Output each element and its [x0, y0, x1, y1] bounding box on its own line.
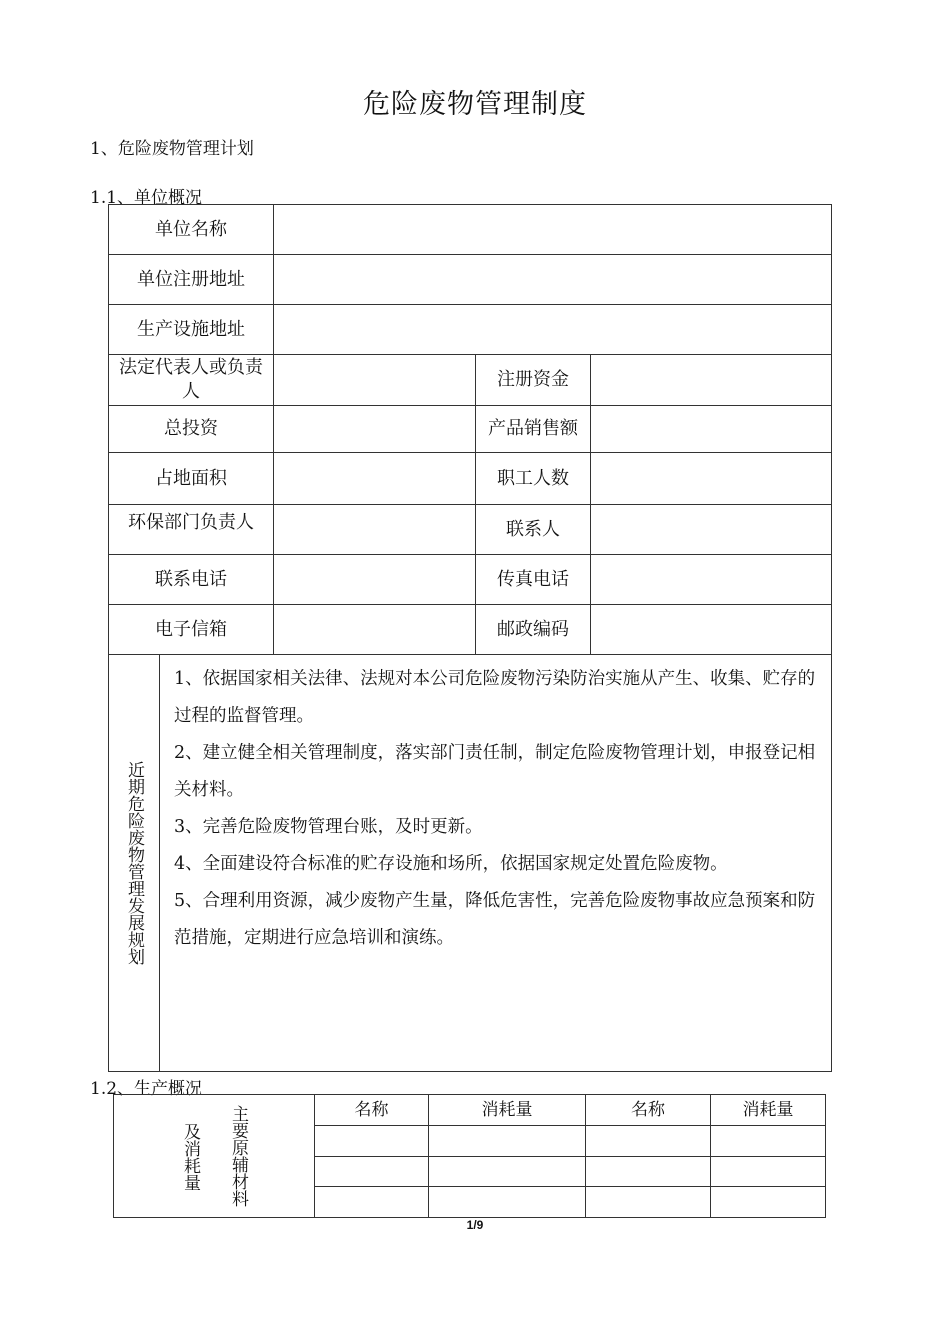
value-phone[interactable]: [274, 555, 476, 605]
label-land-area: 占地面积: [109, 453, 274, 505]
label-unit-name: 单位名称: [109, 205, 274, 255]
table-cell[interactable]: [586, 1187, 711, 1218]
value-land-area[interactable]: [274, 453, 476, 505]
header-name-2: 名称: [586, 1095, 711, 1126]
materials-label-cell: [114, 1095, 315, 1218]
table-cell[interactable]: [315, 1157, 429, 1187]
label-reg-address: 单位注册地址: [109, 255, 274, 305]
section-heading-plan: 1、危险废物管理计划: [90, 139, 254, 159]
plan-item: 5、合理利用资源，减少废物产生量，降低危害性，完善危险废物事故应急预案和防范措施，定期进行应急培训和演练。: [174, 891, 816, 948]
section-heading-production: 1.2、生产概况: [90, 1079, 203, 1099]
table-cell[interactable]: [586, 1126, 711, 1157]
plan-content: [160, 655, 832, 1072]
header-consumption-2: 消耗量: [711, 1095, 826, 1126]
value-env-head[interactable]: [274, 505, 476, 555]
label-employees: 职工人数: [476, 453, 591, 505]
label-legal-rep: 法定代表人或负责人: [109, 355, 274, 406]
plan-item: 4、全面建设符合标准的贮存设施和场所，依据国家规定处置危险废物。: [174, 854, 728, 874]
plan-item: 2、建立健全相关管理制度，落实部门责任制，制定危险废物管理计划，申报登记相关材料。: [174, 743, 816, 800]
page-title: 危险废物管理制度: [363, 89, 587, 120]
value-reg-address[interactable]: [274, 255, 832, 305]
value-email[interactable]: [274, 605, 476, 655]
value-unit-name[interactable]: [274, 205, 832, 255]
header-consumption-1: 消耗量: [429, 1095, 586, 1126]
table-cell[interactable]: [315, 1187, 429, 1218]
label-email: 电子信箱: [109, 605, 274, 655]
label-phone: 联系电话: [109, 555, 274, 605]
plan-item: 3、完善危险废物管理台账，及时更新。: [174, 817, 483, 837]
label-facility-address: 生产设施地址: [109, 305, 274, 355]
value-reg-capital[interactable]: [591, 355, 832, 406]
value-contact[interactable]: [591, 505, 832, 555]
plan-item: 1、依据国家相关法律、法规对本公司危险废物污染防治实施从产生、收集、贮存的过程的监督管理。: [174, 669, 816, 726]
table-cell[interactable]: [711, 1126, 826, 1157]
value-employees[interactable]: [591, 453, 832, 505]
value-product-sales[interactable]: [591, 406, 832, 453]
value-fax[interactable]: [591, 555, 832, 605]
materials-label-part2: 及消耗量: [180, 1123, 200, 1191]
label-reg-capital: 注册资金: [476, 355, 591, 406]
plan-label-cell: [109, 655, 160, 1072]
materials-label-part1: 主要原辅材料: [228, 1105, 248, 1207]
label-fax: 传真电话: [476, 555, 591, 605]
section-heading-unit-overview: 1.1、单位概况: [90, 188, 203, 208]
table-cell[interactable]: [586, 1157, 711, 1187]
table-cell[interactable]: [711, 1157, 826, 1187]
table-cell[interactable]: [429, 1157, 586, 1187]
label-postcode: 邮政编码: [476, 605, 591, 655]
label-total-investment: 总投资: [109, 406, 274, 453]
value-postcode[interactable]: [591, 605, 832, 655]
header-name-1: 名称: [315, 1095, 429, 1126]
table-cell[interactable]: [711, 1187, 826, 1218]
plan-label: 近期危险废物管理发展规划: [124, 761, 144, 965]
value-facility-address[interactable]: [274, 305, 832, 355]
table-cell[interactable]: [429, 1126, 586, 1157]
label-contact: 联系人: [476, 505, 591, 555]
production-table: [113, 1094, 826, 1218]
table-cell[interactable]: [429, 1187, 586, 1218]
page-number: 1/9: [466, 1218, 484, 1232]
value-total-investment[interactable]: [274, 406, 476, 453]
unit-overview-table: [108, 204, 832, 1072]
value-legal-rep[interactable]: [274, 355, 476, 406]
label-product-sales: 产品销售额: [476, 406, 591, 453]
table-cell[interactable]: [315, 1126, 429, 1157]
label-env-head: 环保部门负责人: [109, 505, 274, 555]
